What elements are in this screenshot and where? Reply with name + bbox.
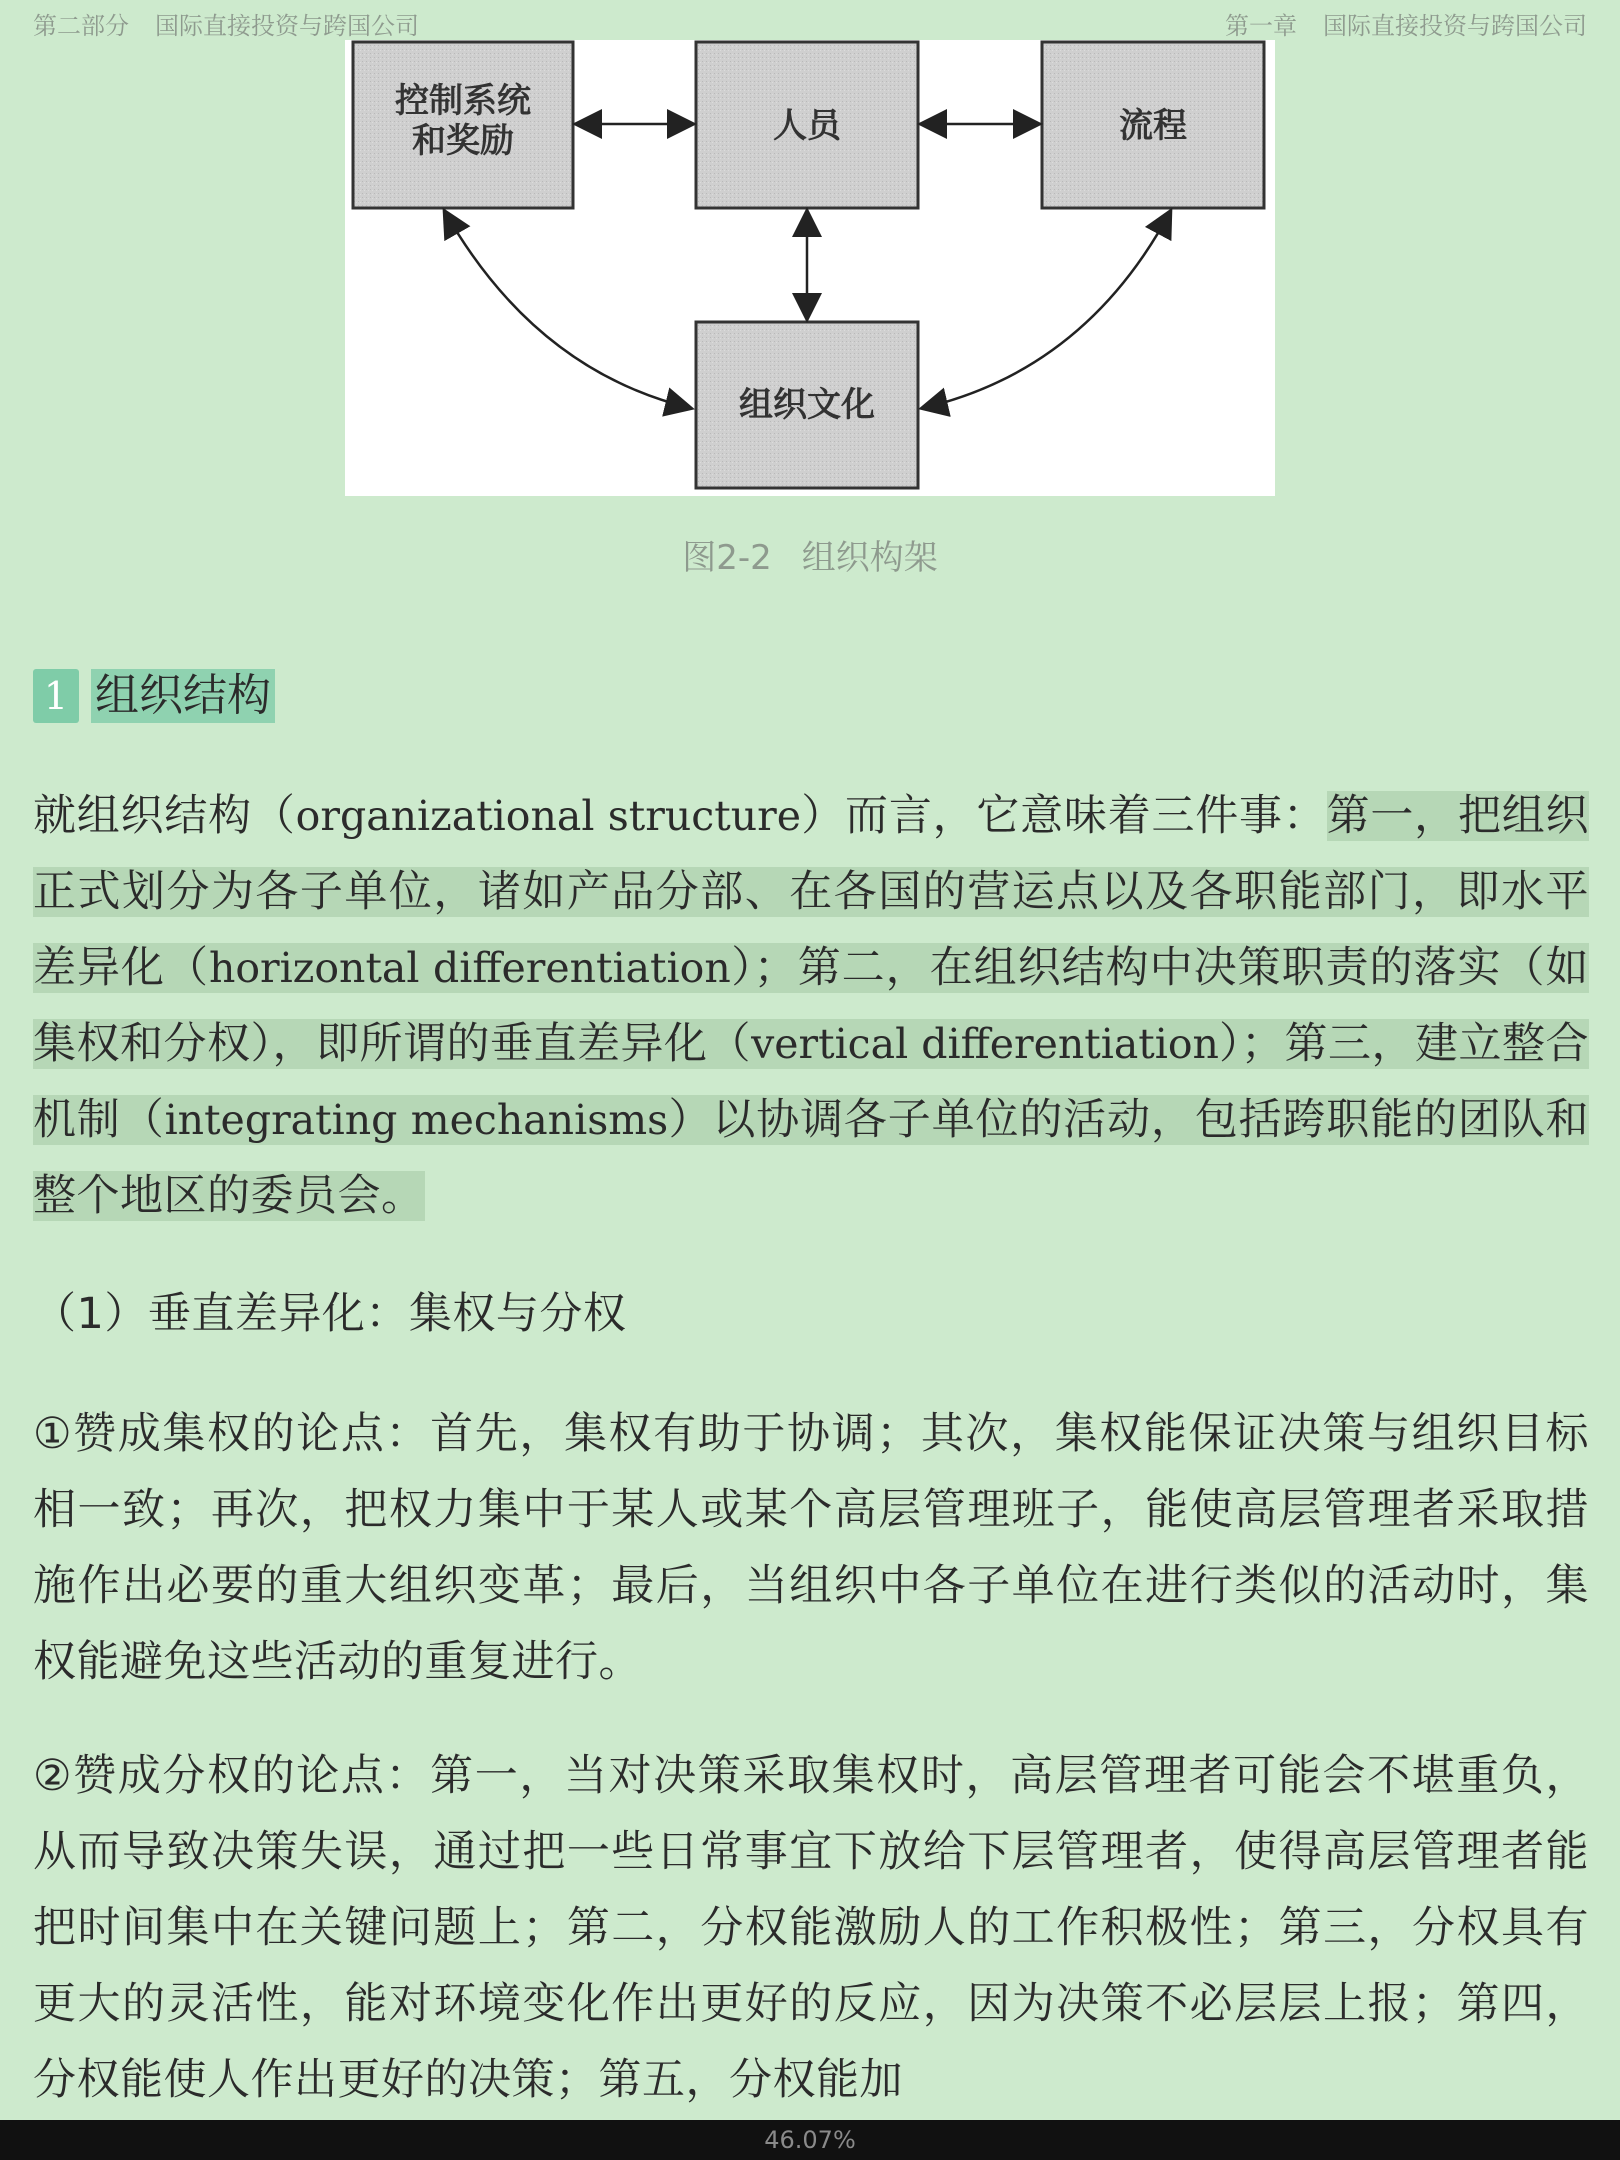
box-culture-label: 组织文化 xyxy=(739,385,875,425)
p1-term-horizontal: horizontal differentiation xyxy=(208,944,731,992)
org-architecture-diagram xyxy=(345,40,1275,496)
box-control-label-2: 和奖励 xyxy=(412,121,514,161)
p1-text-c: 第一，把组织正式划分为各子单位，诸如产品分部、在各国的营运点以及各职能部门，即水平差异化（ xyxy=(33,791,1589,993)
section-title: 组织结构 xyxy=(91,669,275,723)
reading-progress-bar xyxy=(0,2120,1620,2160)
highlighted-passage[interactable] xyxy=(33,791,1589,1221)
paragraph-centralization: ①赞成集权的论点：首先，集权有助于协调；其次，集权能保证决策与组织目标相一致；再次，把权力集中于某人或某个高层管理班子，能使高层管理者采取措施作出必要的重大组织变革；最后，当组织中各子单位在进行类似的活动时，集权能避免这些活动的重复进行。 xyxy=(33,1409,1589,1687)
page-header xyxy=(0,0,1620,40)
arrow-control-culture xyxy=(445,212,690,408)
figure-caption xyxy=(0,530,1620,579)
reading-progress: 46.07% xyxy=(764,2126,856,2154)
header-part-title: 国际直接投资与跨国公司 xyxy=(155,12,419,40)
header-left xyxy=(33,6,419,41)
arrow-process-culture xyxy=(923,212,1170,408)
paragraph-decentralization: ②赞成分权的论点：第一，当对决策采取集权时，高层管理者可能会不堪重负，从而导致决策失误，通过把一些日常事宜下放给下层管理者，使得高层管理者能把时间集中在关键问题上；第二，分权能激励人的工作积极性；第三，分权具有更大的灵活性，能对环境变化作出更好的反应，因为决策不必层层上报；第四，分权能使人作出更好的决策；第五，分权能加 xyxy=(33,1751,1589,2105)
box-control-systems xyxy=(353,42,573,208)
header-right xyxy=(1225,6,1587,41)
caption-number: 图2-2 xyxy=(682,538,772,578)
org-architecture-figure xyxy=(345,40,1275,496)
header-chapter: 第一章 xyxy=(1225,12,1297,40)
box-people xyxy=(696,42,918,208)
p1-term-integrating: integrating mechanisms xyxy=(164,1096,669,1144)
box-people-label: 人员 xyxy=(773,106,841,146)
p1-text-f: ）以协调各子单位的活动，包括跨职能的团队和整个地区的委员会。 xyxy=(33,1095,1590,1221)
p1-text-e: ）；第三，建立整合机制（ xyxy=(33,1019,1589,1145)
p1-text-d: ）；第二，在组织结构中决策职责的落实（如集权和分权），即所谓的垂直差异化（ xyxy=(33,943,1589,1069)
paragraph-subheading: （1）垂直差异化：集权与分权 xyxy=(33,1289,627,1339)
header-chapter-title: 国际直接投资与跨国公司 xyxy=(1323,12,1587,40)
section-number: 1 xyxy=(33,669,79,723)
box-culture xyxy=(696,322,918,488)
p1-text-a: 就组织结构（ xyxy=(33,791,296,841)
header-part: 第二部分 xyxy=(33,12,129,40)
caption-title: 组织构架 xyxy=(801,538,938,578)
p1-text-b: ）而言，它意味着三件事： xyxy=(800,791,1327,841)
paragraph-structure xyxy=(33,778,1589,1234)
box-process xyxy=(1042,42,1264,208)
p1-term-vertical: vertical differentiation xyxy=(751,1020,1219,1068)
box-control-label-1: 控制系统 xyxy=(395,81,531,121)
p1-term-organizational: organizational structure xyxy=(295,792,801,840)
box-process-label: 流程 xyxy=(1119,106,1187,146)
section-heading xyxy=(33,668,275,724)
